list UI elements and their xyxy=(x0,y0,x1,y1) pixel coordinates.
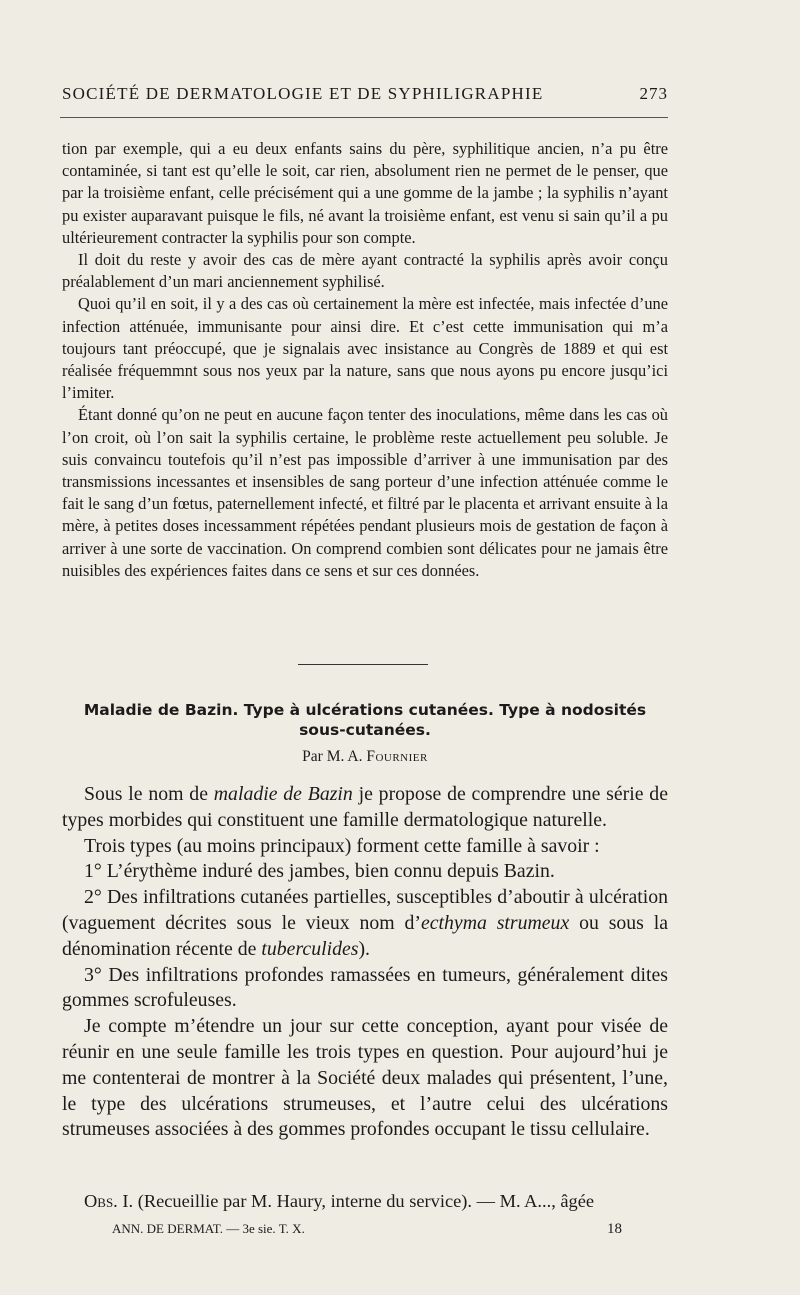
article-body xyxy=(62,782,668,1143)
paragraph: Il doit du reste y avoir des cas de mère ayant contracté la syphilis après avoir conçu préalablement d’un mari anciennement syphilisé. xyxy=(62,250,668,292)
text-run: 2° Des infiltrations cutanées partielles, susceptibles d’aboutir à ulcération (vaguement décrites sous le vieux nom d’ xyxy=(62,886,668,934)
header-rule xyxy=(60,117,668,118)
paragraph: Étant donné qu’on ne peut en aucune façon tenter des inoculations, même dans les cas où l’on croit, où l’on sait la syphilis certaine, le problème reste actuellement peu soluble. Je suis convaincu toutefois qu’il n’est pas impossible d’arriver à une immunisation par des transmissions incessantes et insensibles de sang porteur d’une infection atténuée comme le fait le sang d’un fœtus, paternellement infecté, et filtré par le placenta et arrivant ensuite à la mère, à petites doses incessamment répétées pendant plusieurs mois de gestation de façon à arriver à une sorte de vaccination. On comprend combien sont délicates pour ne jamais être nuisibles des expériences faites dans ce sens et sur ces données. xyxy=(62,405,668,580)
page-number: 273 xyxy=(639,84,668,103)
continued-text xyxy=(62,138,668,582)
emphasis: maladie de Bazin xyxy=(213,783,353,805)
emphasis: tuberculides xyxy=(261,937,359,960)
paragraph xyxy=(62,885,668,962)
observation xyxy=(62,1189,668,1213)
byline-prefix: Par M. A. xyxy=(302,748,363,765)
paragraph: Quoi qu’il en soit, il y a des cas où certainement la mère est infectée, mais infectée d’une infection atténuée, immunisante pour ainsi dire. Et c’est cette immunisation qui m’a toujours tant préoccupé, que je signalais avec insistance au Congrès de 1889 et qui est réalisée fréquemmnt sous nos yeux par la nature, sans que nous ayons pu encore jusqu’ici l’imiter. xyxy=(62,294,668,403)
paragraph: 1° L’érythème induré des jambes, bien connu depuis Bazin. xyxy=(84,860,555,883)
text-run: ). xyxy=(358,937,370,960)
running-header xyxy=(62,84,668,104)
journal-reference: ANN. DE DERMAT. — 3e sie. T. X. xyxy=(112,1221,305,1236)
paragraph: Je compte m’étendre un jour sur cette conception, ayant pour visée de réunir en une seule famille les trois types en question. Pour aujourd’hui je me contenterai de montrer à la Société deux malades qui présentent, l’une, le type des ulcérations strumeuses, et l’autre celui des ulcérations strumeuses associées à des gommes profondes occupant le tissu cellulaire. xyxy=(62,1015,668,1141)
paragraph xyxy=(62,1189,668,1213)
signature-mark: 18 xyxy=(607,1221,622,1237)
paragraph: Trois types (au moins principaux) forment cette famille à savoir : xyxy=(84,834,600,857)
emphasis: ecthyma strumeux xyxy=(420,911,570,934)
running-title: SOCIÉTÉ DE DERMATOLOGIE ET DE SYPHILIGRAPHIE xyxy=(62,84,544,103)
text-run: (Recueillie par M. Haury, interne du service). — M. A..., âgée xyxy=(133,1191,595,1211)
article-title: Maladie de Bazin. Type à ulcérations cutanées. Type à nodosités sous-cutanées. xyxy=(83,701,647,739)
text-run: Sous le nom de xyxy=(84,783,214,805)
byline xyxy=(62,748,668,766)
section-divider xyxy=(298,664,428,665)
paragraph: 3° Des infiltrations profondes ramassées en tumeurs, généralement dites gommes scrofuleuses. xyxy=(62,963,668,1012)
paragraph: tion par exemple, qui a eu deux enfants sains du père, syphilitique ancien, n’a pu être contaminée, si tant est qu’elle le soit, car rien, absolument rien ne permet de le penser, que par la troisième enfant, celle précisément qui a une gomme de la jambe ; la syphilis n’ayant pu exister auparavant puisque le fils, né avant la troisième enfant, est venu si sain qu’il a pu ultérieurement contracter la syphilis pour son compte. xyxy=(62,139,668,247)
text-run: ou sous la dénomination récente de xyxy=(62,911,668,960)
text-run: je propose de comprendre une série de types morbides qui constituent une famille dermatologique naturelle. xyxy=(62,783,668,831)
paragraph xyxy=(62,782,668,834)
page-footer xyxy=(112,1221,622,1238)
observation-label: Obs. I. xyxy=(84,1191,134,1211)
byline-author: Fournier xyxy=(366,748,428,765)
